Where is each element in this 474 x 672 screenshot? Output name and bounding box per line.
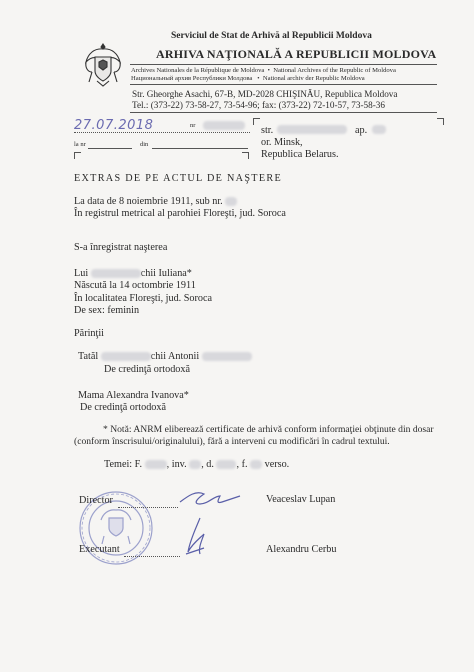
note-line-1: * Notă: ANRM eliberează certificate de arhivă conform informaţiei obţinute din dosar bbox=[103, 424, 434, 435]
basis-suffix: verso. bbox=[264, 459, 290, 470]
redacted-surname bbox=[91, 269, 141, 278]
redacted-fila bbox=[250, 460, 262, 469]
phones: Tel.: (373-22) 73-58-27, 73-54-96; fax: (373-22) 72-10-57, 73-58-36 bbox=[132, 100, 385, 110]
document-title: EXTRAS DE PE ACTUL DE NAŞTERE bbox=[74, 173, 282, 184]
sex-line: De sex: feminin bbox=[74, 305, 140, 316]
archive-name: ARHIVA NAŢIONALĂ A REPUBLICII MOLDOVA bbox=[156, 47, 437, 61]
bullet-1-icon: • bbox=[267, 67, 270, 74]
bullet-2-icon: • bbox=[257, 75, 260, 82]
date-line: La data de 8 noiembrie 1911, sub nr. bbox=[74, 196, 223, 207]
director-label: Director bbox=[79, 495, 113, 506]
archive-name-fr: Archives Nationales de la République de Moldova bbox=[131, 67, 265, 74]
recipient-ap-label: ap. bbox=[355, 125, 368, 136]
coat-of-arms-icon bbox=[80, 40, 126, 90]
address: Str. Gheorghe Asachi, 67-B, MD-2028 CHIŞINĂU, Republica Moldova bbox=[132, 89, 398, 99]
recipient-city: or. Minsk, bbox=[261, 137, 303, 148]
service-name: Serviciul de Stat de Arhivă al Republicii Moldova bbox=[171, 31, 372, 41]
child-prefix: Lui bbox=[74, 268, 89, 279]
place-line: În localitatea Floreşti, jud. Soroca bbox=[74, 293, 213, 304]
din-label: din bbox=[140, 141, 149, 148]
director-signature-icon bbox=[178, 484, 242, 512]
archive-name-en: National Archives of the Republic of Moldova bbox=[273, 67, 396, 74]
mother-faith: De credinţă ortodoxă bbox=[80, 402, 166, 413]
parents-heading: Părinţii bbox=[74, 328, 104, 339]
redacted-street bbox=[277, 125, 347, 134]
redacted-dosar bbox=[216, 460, 236, 469]
born-line: Născută la 14 octombrie 1911 bbox=[74, 280, 196, 291]
executant-label: Executant bbox=[79, 544, 120, 555]
redacted-ap bbox=[372, 125, 386, 134]
executant-signature-icon bbox=[178, 514, 218, 558]
redacted-patronymic bbox=[202, 352, 252, 361]
father-name: chii Antonii bbox=[150, 351, 200, 362]
corner-mark bbox=[74, 152, 81, 159]
recipient-street-label: str. bbox=[261, 125, 274, 136]
corner-mark bbox=[242, 152, 249, 159]
corner-mark bbox=[253, 118, 260, 125]
recipient-country: Republica Belarus. bbox=[261, 149, 339, 160]
handwritten-date: 27.07.2018 bbox=[74, 118, 154, 133]
la-nr-label: la nr bbox=[74, 141, 86, 148]
register-line: În registrul metrical al parohiei Floreşti, jud. Soroca bbox=[74, 208, 286, 219]
basis-f: , f. bbox=[236, 459, 248, 470]
redacted-inv bbox=[189, 460, 201, 469]
mother-line: Mama Alexandra Ivanova* bbox=[78, 390, 189, 401]
redacted-nr bbox=[203, 121, 245, 130]
corner-mark bbox=[437, 118, 444, 125]
father-faith: De credinţă ortodoxă bbox=[104, 364, 190, 375]
child-name: chii Iuliana* bbox=[140, 268, 192, 279]
redacted-number bbox=[225, 197, 237, 206]
redacted-fond bbox=[145, 460, 167, 469]
basis-prefix: Temei: F. bbox=[104, 459, 143, 470]
archive-name-de: National archiv der Republic Moldova bbox=[262, 75, 365, 82]
nr-label: nr bbox=[190, 122, 196, 129]
director-name: Veaceslav Lupan bbox=[266, 494, 336, 505]
note-line-2: (conform înscrisului/originalului), fără a interveni cu modificări în cadrul textului. bbox=[74, 436, 390, 447]
father-prefix: Tatăl bbox=[78, 351, 99, 362]
basis-d: , d. bbox=[201, 459, 214, 470]
registered-line: S-a înregistrat naşterea bbox=[74, 242, 168, 253]
basis-inv: , inv. bbox=[166, 459, 187, 470]
executant-name: Alexandru Cerbu bbox=[266, 544, 337, 555]
archive-name-ru: Национальный архив Республики Молдова bbox=[131, 75, 253, 82]
redacted-surname bbox=[101, 352, 151, 361]
